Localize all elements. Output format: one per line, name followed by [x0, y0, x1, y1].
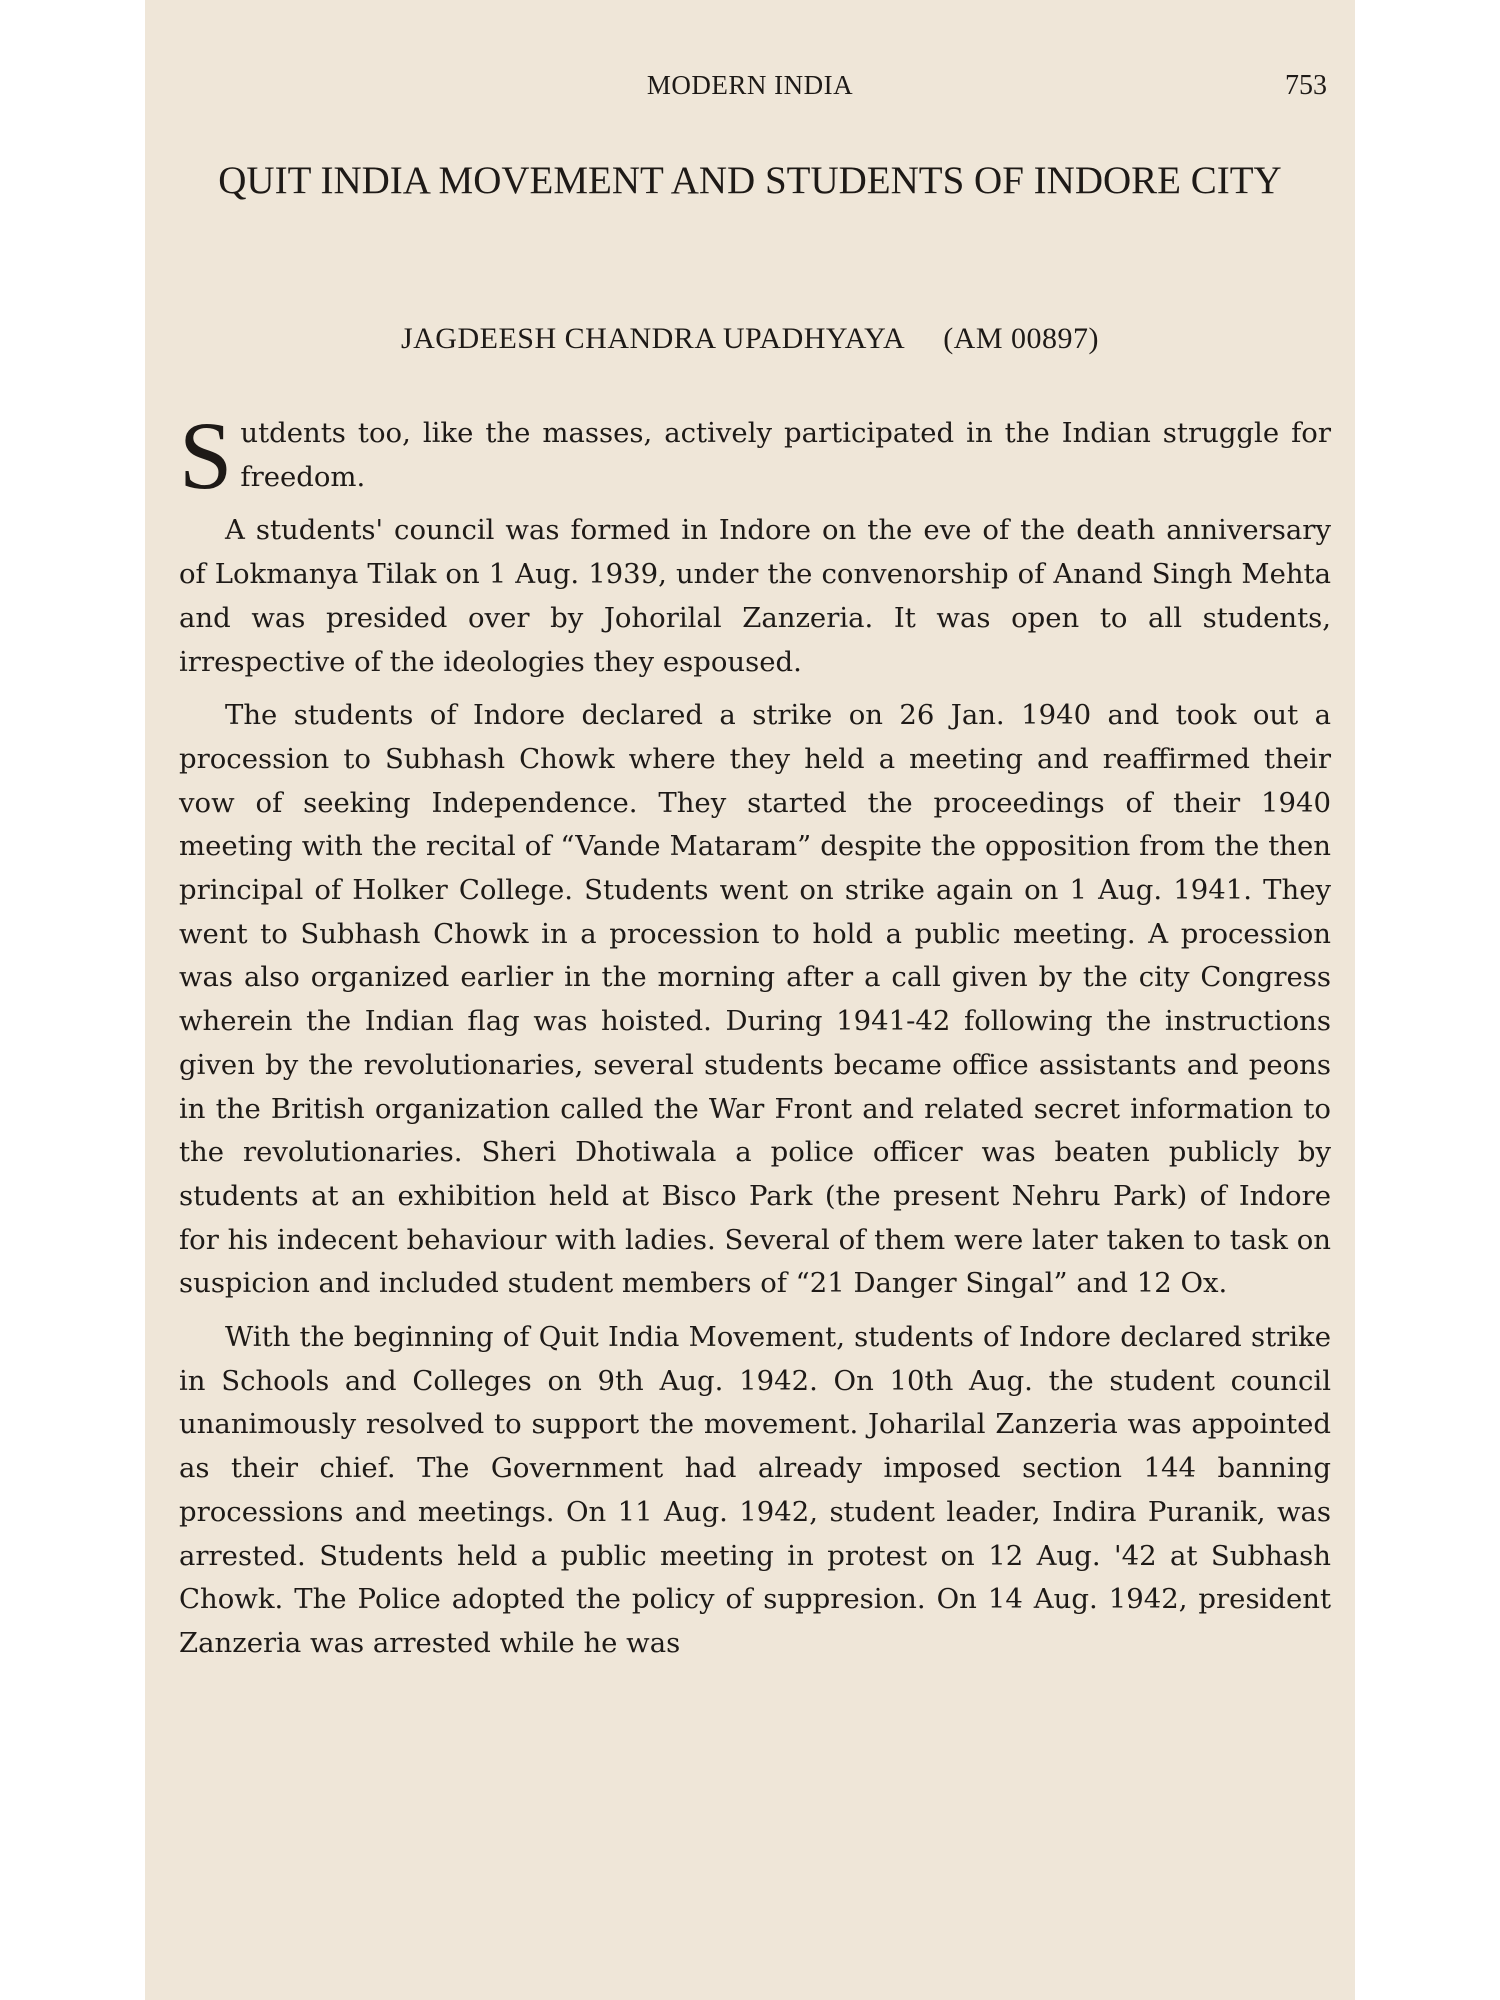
paragraph-4: With the beginning of Quit India Movement, students of Indore declared strike in Schools and Colleges on 9th Aug. 1942. On 10th Aug. the student council unanimously resolved to support the movement. Joharilal Zanzeria was appointed as their chief. The Government had already imposed section 144 banning processions and meetings. On 11 Aug. 1942, student leader, Indira Puranik, was arrested. Students held a public meeting in protest on 12 Aug. '42 at Subhash Chowk. The Police adopted the policy of suppresion. On 14 Aug. 1942, president Zanzeria was arrested while he was: [179, 1321, 1331, 1659]
member-id: (AM 00897): [943, 322, 1100, 355]
paragraph-1-text: utdents too, like the masses, actively participated in the Indian struggle for freedom.: [240, 417, 1331, 493]
article-body: [179, 402, 1331, 1666]
drop-cap: S: [179, 402, 233, 509]
page-number: 753: [1285, 70, 1327, 101]
paragraph-1: [179, 402, 1331, 509]
article-title: QUIT INDIA MOVEMENT AND STUDENTS OF INDORE CITY: [218, 159, 1282, 202]
book-page: [145, 0, 1355, 2000]
paragraph-3: The students of Indore declared a strike on 26 Jan. 1940 and took out a procession to Subhash Chowk where they held a meeting and reaffirmed their vow of seeking Independence. They started the proceedings of their 1940 meeting with the recital of “Vande Mataram” despite the opposition from the then principal of Holker College. Students went on strike again on 1 Aug. 1941. They went to Subhash Chowk in a procession to hold a public meeting. A procession was also organized earlier in the morning after a call given by the city Congress wherein the Indian flag was hoisted. During 1941-42 following the instructions given by the revolutionaries, several students became office assistants and peons in the British organization called the War Front and related secret information to the revolutionaries. Sheri Dhotiwala a police officer was beaten publicly by students at an exhibition held at Bisco Park (the present Nehru Park) of Indore for his indecent behaviour with ladies. Several of them were later taken to task on suspicion and included student members of “21 Danger Singal” and 12 Ox.: [179, 699, 1331, 1300]
byline: [145, 322, 1355, 356]
running-header-section: MODERN INDIA: [646, 70, 854, 100]
paragraph-2: A students' council was formed in Indore on the eve of the death anniversary of Lokmanya Tilak on 1 Aug. 1939, under the convenorship of Anand Singh Mehta and was presided over by Johorilal Zanzeria. It was open to all students, irrespective of the ideologies they espoused.: [179, 514, 1331, 678]
running-header: [145, 70, 1355, 110]
author-name: JAGDEESH CHANDRA UPADHYAYA: [400, 322, 906, 355]
